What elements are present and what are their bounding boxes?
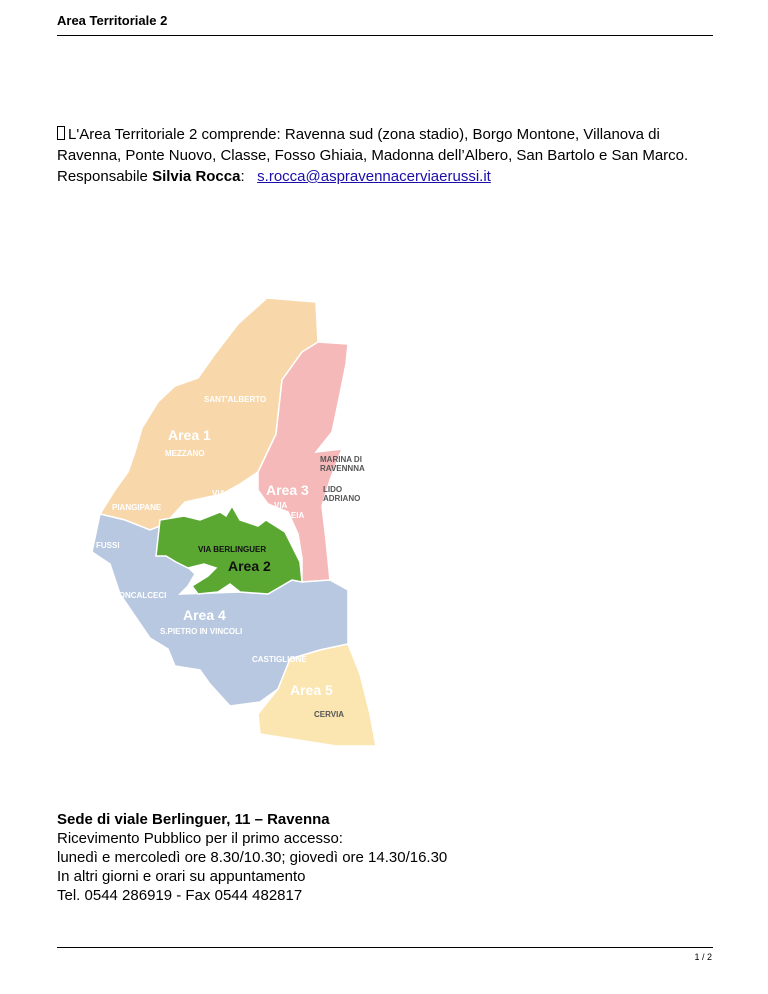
page-number: 1 / 2 [694,952,712,962]
label-marina-2: RAVENNNA [320,464,365,473]
label-cervia: CERVIA [314,710,345,719]
label-area-1: Area 1 [168,427,211,443]
label-castiglione: CASTIGLIONE [252,655,307,664]
label-via-maggiore-1: VIA [212,489,226,498]
footer-rule [57,947,713,948]
email-link[interactable]: s.rocca@aspravennacerviaerussi.it [257,168,491,185]
label-area-2: Area 2 [228,558,271,574]
label-lido-2: ADRIANO [323,494,361,503]
label-via-aquileia-1: VIA [274,501,288,510]
missing-glyph-icon [57,126,65,140]
label-via-maggiore-2: MAGGIORE [199,499,244,508]
intro-text: L'Area Territoriale 2 comprende: Ravenna sud (zona stadio), Borgo Montone, Villanova di Ravenna, Ponte Nuovo, Classe, Fosso Ghiaia, Madonna dell’Albero, San Bartolo e San Marco. [57,126,689,164]
office-line-1: Ricevimento Pubblico per il primo accesso: [57,830,343,847]
resp-label: Responsabile [57,168,148,185]
label-piangipane: PIANGIPANE [112,503,162,512]
label-via-aquileia-2: AQUILEIA [266,511,305,520]
label-lido-1: LIDO [323,485,343,494]
office-line-4: Tel. 0544 286919 - Fax 0544 482817 [57,887,303,904]
label-mezzano: MEZZANO [165,449,205,458]
office-info [57,810,447,905]
label-marina-1: MARINA DI [320,455,362,464]
resp-separator: : [240,168,245,185]
resp-name: Silvia Rocca [152,168,241,185]
label-area-3: Area 3 [266,482,309,498]
label-sant-alberto: SANT'ALBERTO [204,395,267,404]
office-line-2: lunedì e mercoledì ore 8.30/10.30; giovedì ore 14.30/16.30 [57,849,448,866]
label-fussi: FUSSI [96,541,120,550]
areas-map [80,294,380,754]
label-via-berlinguer: VIA BERLINGUER [198,545,267,554]
office-title: Sede di viale Berlinguer, 11 – Ravenna [57,811,330,828]
office-line-3: In altri giorni e orari su appuntamento [57,868,306,885]
page-header-title: Area Territoriale 2 [57,13,168,28]
intro-paragraph [57,124,717,187]
header-rule [57,35,713,36]
label-roncalceci: RONCALCECI [113,591,167,600]
label-san-pietro: S.PIETRO IN VINCOLI [160,627,243,636]
label-area-4: Area 4 [183,607,226,623]
label-area-5: Area 5 [290,682,333,698]
